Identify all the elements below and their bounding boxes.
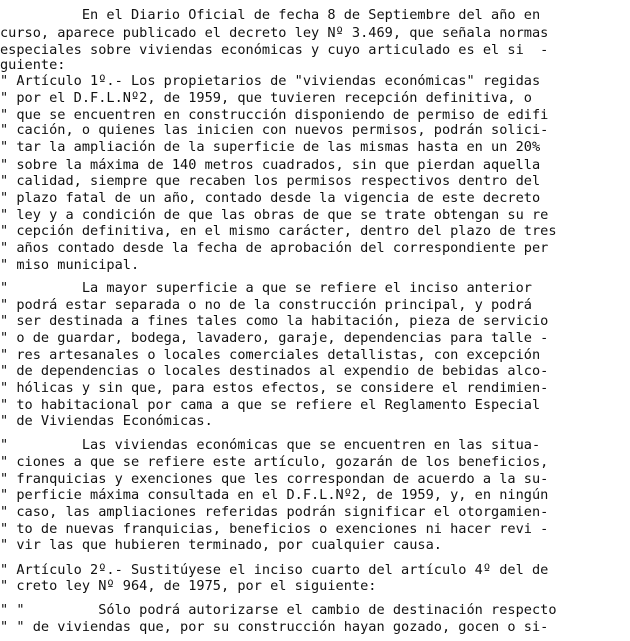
text-line: " ser destinada a fines tales como la habitación, pieza de servicio	[0, 313, 549, 329]
text-line: " hólicas y sin que, para estos efectos, se considere el rendimien-	[0, 380, 549, 396]
text-line: En el Diario Oficial de fecha 8 de Septiembre del año en	[0, 7, 541, 23]
text-line: " de Viviendas Económicas.	[0, 413, 213, 429]
text-line: " creto ley Nº 964, de 1975, por el siguiente:	[0, 578, 377, 594]
text-line: " La mayor superficie a que se refiere el inciso anterior	[0, 280, 532, 296]
text-line: " cepción definitiva, en el mismo carácter, dentro del plazo de tres	[0, 223, 557, 239]
text-line: " perficie máxima consultada en el D.F.L.Nº2, de 1959, y, en ningún	[0, 487, 549, 503]
text-line: " calidad, siempre que recaben los permisos respectivos dentro del	[0, 173, 541, 189]
text-line: " caso, las ampliaciones referidas podrán significar el otorgamien-	[0, 504, 549, 520]
text-line: especiales sobre viviendas económicas y cuyo articulado es el si -	[0, 42, 549, 58]
text-line: " to habitacional por cama a que se refiere el Reglamento Especial	[0, 397, 541, 413]
text-line: " miso municipal.	[0, 257, 140, 273]
text-line: " Las viviendas económicas que se encuentren en las situa-	[0, 437, 541, 453]
text-line: " ley y a condición de que las obras de que se trate obtengan su re	[0, 207, 549, 223]
text-line: " ciones a que se refiere este artículo, gozarán de los beneficios,	[0, 454, 549, 470]
text-line: guiente:	[0, 57, 66, 73]
text-line: " por el D.F.L.Nº2, de 1959, que tuvieren recepción definitiva, o	[0, 90, 532, 106]
text-line: " o de guardar, bodega, lavadero, garaje, dependencias para talle -	[0, 330, 549, 346]
text-line: " res artesanales o locales comerciales detallistas, con excepción	[0, 347, 541, 363]
text-line: " Artículo 1º.- Los propietarios de "viviendas económicas" regidas	[0, 73, 541, 89]
text-line: " sobre la máxima de 140 metros cuadrados, sin que pierdan aquella	[0, 157, 541, 173]
text-line: " podrá estar separada o no de la construcción principal, y podrá	[0, 297, 532, 313]
text-line: curso, aparece publicado el decreto ley Nº 3.469, que señala normas	[0, 25, 549, 41]
text-line: " que se encuentren en construcción disponiendo de permiso de edifi	[0, 107, 549, 123]
text-line: " franquicias y exenciones que les correspondan de acuerdo a la su-	[0, 471, 549, 487]
text-line: " vir las que hubieren terminado, por cualquier causa.	[0, 537, 442, 553]
text-line: " Artículo 2º.- Sustitúyese el inciso cuarto del artículo 4º del de	[0, 562, 549, 578]
text-line: " " Sólo podrá autorizarse el cambio de destinación respecto	[0, 602, 557, 618]
text-line: " de dependencias o locales destinados al expendio de bebidas alco-	[0, 363, 549, 379]
text-line: " cación, o quienes las inicien con nuevos permisos, podrán solici-	[0, 122, 549, 138]
text-line: " años contado desde la fecha de aprobación del correspondiente per	[0, 240, 549, 256]
text-line: " " de viviendas que, por su construcción hayan gozado, gocen o si-	[0, 619, 549, 635]
text-line: " tar la ampliación de la superficie de las mismas hasta en un 20%	[0, 139, 541, 155]
text-line: " to de nuevas franquicias, beneficios o exenciones ni hacer revi -	[0, 521, 549, 537]
text-line: " plazo fatal de un año, contado desde la vigencia de este decreto	[0, 190, 541, 206]
